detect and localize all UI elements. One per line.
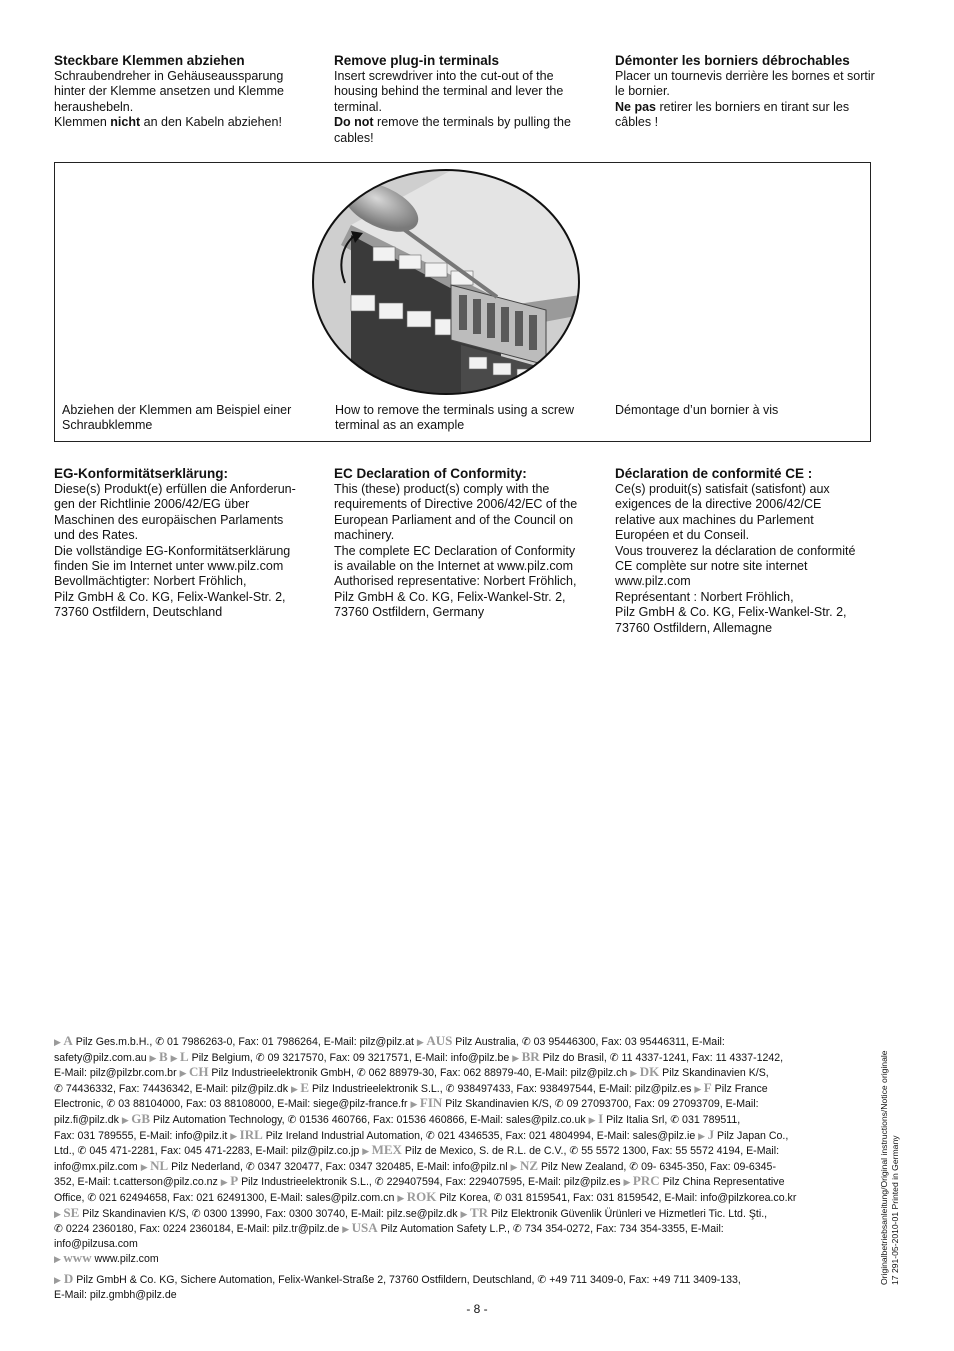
- text-line: Authorised representative: Norbert Fröhlich,: [334, 574, 577, 589]
- contact-text: info@mx.pilz.com: [54, 1160, 141, 1173]
- hq-email: E-Mail: pilz.gmbh@pilz.de: [54, 1288, 177, 1301]
- contact-text: Pilz Australia, ✆ 03 95446300, Fax: 03 95446311, E-Mail:: [452, 1036, 725, 1048]
- remove-terminals-fr: [615, 53, 877, 131]
- text-line: und des Rates.: [54, 528, 139, 543]
- country-code: GB: [131, 1110, 151, 1126]
- contact-text: Fax: 031 789555, E-Mail: info@pilz.it: [54, 1129, 231, 1142]
- text-line: Représentant : Norbert Fröhlich,: [615, 589, 794, 604]
- text-line: Die vollständige EG-Konformitätserklärung: [54, 543, 291, 558]
- contact-line: [54, 1159, 870, 1175]
- contact-text: Pilz China Representative: [659, 1176, 785, 1189]
- contact-text: Pilz Industrieelektronik S.L., ✆ 938497433, Fax: 938497544, E-Mail: pilz@pilz.es: [309, 1082, 695, 1095]
- triangle-icon: ▶: [510, 1161, 520, 1172]
- text-line: This (these) product(s) comply with the: [334, 482, 550, 496]
- contact-list: [54, 1034, 870, 1267]
- contact-text: Pilz Elektronik Güvenlik Ürünleri ve Hizmetleri Tic. Ltd. Şti.,: [488, 1207, 768, 1220]
- contact-text: Pilz Ireland Industrial Automation, ✆ 021 4346535, Fax: 021 4804994, E-Mail: sales@pilz.ie: [262, 1129, 699, 1142]
- text-line: requirements of Directive 2006/42/EC of the: [334, 497, 578, 512]
- triangle-icon: ▶: [54, 1208, 64, 1219]
- figure-box: [54, 162, 871, 442]
- text-line: Pilz GmbH & Co. KG, Felix-Wankel-Str. 2,: [54, 589, 286, 604]
- contact-line: [54, 1143, 870, 1159]
- contact-text: Pilz France: [711, 1082, 768, 1095]
- triangle-icon: ▶: [416, 1037, 427, 1047]
- contact-text: Pilz Japan Co.,: [714, 1129, 789, 1142]
- page-number: - 8 -: [466, 1302, 488, 1316]
- contact-line: [54, 1221, 870, 1237]
- triangle-icon: ▶: [170, 1052, 181, 1063]
- contact-text: Pilz Automation Safety L.P., ✆ 734 354-0272, Fax: 734 354-3355, E-Mail:: [377, 1223, 724, 1236]
- contact-text: Pilz Automation Technology, ✆ 01536 460766, Fax: 01536 460866, E-Mail: sales@pilz.co.uk: [150, 1113, 589, 1126]
- text-de-2: Klemmen nicht an den Kabeln abziehen!: [54, 115, 282, 130]
- triangle-icon: ▶: [694, 1083, 704, 1094]
- triangle-icon: ▶: [630, 1068, 640, 1079]
- contact-footer: [54, 1034, 870, 1302]
- declaration-heading-de: EG-Konformitätserklärung:: [54, 466, 229, 481]
- contact-line: [54, 1206, 870, 1222]
- country-code: TR: [469, 1204, 489, 1220]
- side-print-info: [879, 1005, 901, 1285]
- triangle-icon: ▶: [623, 1177, 633, 1188]
- text-line: European Parliament and of the Council on: [334, 512, 574, 527]
- contact-line: [54, 1112, 870, 1128]
- contact-text: info@pilzusa.com: [54, 1237, 138, 1250]
- hq-text: Pilz GmbH & Co. KG, Sichere Automation, Felix-Wankel-Straße 2, 73760 Ostfildern, Deutschland, ✆ +49 711 3409-0, Fax: +49 711 3409-133,: [73, 1273, 741, 1286]
- contact-line: [54, 1034, 870, 1050]
- triangle-icon: ▶: [410, 1099, 420, 1110]
- contact-text: Pilz Skandinavien K/S,: [659, 1067, 769, 1080]
- triangle-icon: ▶: [362, 1146, 372, 1157]
- triangle-icon: ▶: [140, 1161, 151, 1172]
- figure-caption-de: Abziehen der Klemmen am Beispiel einer Schraubklemme: [62, 403, 292, 433]
- contact-text: Pilz Industrieelektronik GmbH, ✆ 062 88979-30, Fax: 062 88979-40, E-Mail: pilz@pilz.ch: [208, 1067, 631, 1080]
- country-code: J: [707, 1126, 715, 1142]
- text-line: gen der Richtlinie 2006/42/EG über: [54, 497, 250, 512]
- contact-line: [54, 1096, 870, 1112]
- triangle-icon: ▶: [512, 1052, 522, 1063]
- text-line: machinery.: [334, 528, 395, 543]
- triangle-icon: ▶: [220, 1177, 231, 1188]
- country-code: NZ: [519, 1157, 539, 1173]
- figure-caption-en: How to remove the terminals using a screw terminal as an example: [335, 403, 574, 433]
- text-line: is available on the Internet at www.pilz.com: [334, 559, 574, 574]
- country-code: E: [300, 1079, 310, 1095]
- triangle-icon: ▶: [121, 1114, 132, 1125]
- headquarters-line: [54, 1272, 870, 1288]
- text-line: Pilz GmbH & Co. KG, Felix-Wankel-Str. 2,: [615, 605, 847, 620]
- contact-text: Pilz New Zealand, ✆ 09- 6345-350, Fax: 09-6345-: [538, 1160, 776, 1173]
- text-en-2: Do not remove the terminals by pulling the cables!: [334, 115, 571, 145]
- contact-line: [54, 1128, 870, 1144]
- contact-text: www.pilz.com: [91, 1253, 159, 1266]
- country-code: D: [63, 1270, 74, 1286]
- declaration-heading-fr: Déclaration de conformité CE :: [615, 466, 813, 481]
- country-code: P: [230, 1173, 239, 1189]
- country-code: I: [598, 1110, 604, 1126]
- contact-line: [54, 1174, 870, 1190]
- country-code: AUS: [426, 1033, 453, 1048]
- text-line: Maschinen des europäischen Parlaments: [54, 512, 284, 527]
- remove-terminals-de: [54, 53, 316, 131]
- contact-line: [54, 1251, 870, 1267]
- country-code: DK: [639, 1064, 660, 1080]
- text-line: exigences de la directive 2006/42/CE: [615, 497, 822, 512]
- declaration-de: [54, 466, 316, 621]
- heading-en: Remove plug-in terminals: [334, 53, 500, 68]
- country-code: CH: [188, 1064, 209, 1080]
- contact-line: [54, 1190, 870, 1206]
- remove-terminals-en: [334, 53, 596, 146]
- triangle-icon: ▶: [698, 1130, 708, 1141]
- contact-line: [54, 1237, 870, 1252]
- contact-text: 352, E-Mail: t.catterson@pilz.co.nz: [54, 1176, 221, 1189]
- declaration-body-de: [54, 482, 316, 621]
- figure-caption-fr: Démontage d’un bornier à vis: [615, 403, 779, 417]
- country-code: L: [180, 1048, 189, 1064]
- country-code: F: [703, 1079, 712, 1095]
- triangle-icon: ▶: [230, 1130, 240, 1141]
- declaration-body-en: [334, 482, 596, 621]
- text-line: Bevollmächtigter: Norbert Fröhlich,: [54, 574, 247, 589]
- text-fr-2: Ne pas retirer les borniers en tirant sur les câbles !: [615, 99, 850, 130]
- triangle-icon: ▶: [290, 1083, 301, 1094]
- contact-text: Pilz Skandinavien K/S, ✆ 0300 13990, Fax: 0300 30740, E-Mail: pilz.se@pilz.dk: [79, 1207, 461, 1220]
- contact-text: Pilz Skandinavien K/S, ✆ 09 27093700, Fax: 09 27093709, E-Mail:: [442, 1098, 759, 1111]
- contact-text: Pilz Nederland, ✆ 0347 320477, Fax: 0347 320485, E-Mail: info@pilz.nl: [168, 1160, 511, 1173]
- heading-de: Steckbare Klemmen abziehen: [54, 53, 245, 68]
- contact-line: [54, 1081, 870, 1097]
- country-code: MEX: [371, 1142, 402, 1158]
- contact-text: pilz.fi@pilz.dk: [54, 1113, 122, 1126]
- contact-text: Pilz Italia Srl, ✆ 031 789511,: [603, 1113, 741, 1126]
- country-code: USA: [351, 1220, 378, 1236]
- contact-text: Ltd., ✆ 045 471-2281, Fax: 045 471-2283, E-Mail: pilz@pilz.co.jp: [54, 1145, 363, 1158]
- country-code: B: [158, 1048, 168, 1064]
- text-line: www.pilz.com: [615, 574, 691, 589]
- triangle-icon: ▶: [460, 1208, 470, 1219]
- triangle-icon: ▶: [54, 1254, 64, 1265]
- declaration-body-fr: [615, 482, 877, 636]
- triangle-icon: ▶: [54, 1037, 64, 1047]
- text-line: relative aux machines du Parlement: [615, 512, 814, 527]
- heading-fr: Démonter les borniers débrochables: [615, 53, 850, 68]
- text-line: The complete EC Declaration of Conformity: [334, 543, 576, 558]
- declaration-en: [334, 466, 596, 621]
- text-line: Vous trouverez la déclaration de conformité: [615, 543, 856, 558]
- triangle-icon: ▶: [54, 1274, 61, 1285]
- text-line: Européen et du Conseil.: [615, 528, 750, 543]
- country-code: PRC: [632, 1173, 660, 1189]
- text-de-1: Schraubendreher in Gehäuseaussparung hinter der Klemme ansetzen und Klemme heraushebeln.: [54, 69, 284, 114]
- declaration-heading-en: EC Declaration of Conformity:: [334, 466, 527, 481]
- country-code: www: [63, 1250, 92, 1266]
- contact-text: Pilz Korea, ✆ 031 8159541, Fax: 031 8159542, E-Mail: info@pilzkorea.co.kr: [436, 1191, 797, 1204]
- contact-text: Pilz Belgium, ✆ 09 3217570, Fax: 09 3217571, E-Mail: info@pilz.be: [188, 1051, 513, 1064]
- contact-text: safety@pilz.com.au: [54, 1051, 150, 1064]
- contact-line: [54, 1065, 870, 1081]
- text-line: Pilz GmbH & Co. KG, Felix-Wankel-Str. 2,: [334, 589, 566, 604]
- country-code: A: [63, 1033, 73, 1048]
- country-code: IRL: [239, 1126, 263, 1142]
- text-en-1: Insert screwdriver into the cut-out of the housing behind the terminal and lever the terminal.: [334, 69, 564, 114]
- triangle-icon: ▶: [342, 1224, 352, 1235]
- country-code: BR: [521, 1048, 540, 1064]
- text-line: finden Sie im Internet unter www.pilz.com: [54, 559, 284, 574]
- contact-text: Electronic, ✆ 03 88104000, Fax: 03 88108000, E-Mail: siege@pilz-france.fr: [54, 1098, 411, 1111]
- text-line: 73760 Ostfildern, Allemagne: [615, 620, 773, 635]
- terminal-removal-illustration: [311, 165, 581, 395]
- contact-text: Pilz Ges.m.b.H., ✆ 01 7986263-0, Fax: 01 7986264, E-Mail: pilz@pilz.at: [72, 1036, 417, 1048]
- triangle-icon: ▶: [588, 1114, 599, 1125]
- contact-text: Office, ✆ 021 62494658, Fax: 021 62491300, E-Mail: sales@pilz.com.cn: [54, 1191, 398, 1204]
- contact-text: Pilz do Brasil, ✆ 11 4337-1241, Fax: 11 4337-1242,: [539, 1051, 784, 1064]
- text-line: Diese(s) Produkt(e) erfüllen die Anforderun-: [54, 482, 296, 496]
- country-code: FIN: [419, 1095, 443, 1111]
- triangle-icon: ▶: [149, 1052, 159, 1063]
- contact-line: [54, 1050, 870, 1066]
- contact-text: ✆ 74436332, Fax: 74436342, E-Mail: pilz@pilz.dk: [54, 1082, 291, 1095]
- country-code: NL: [150, 1157, 169, 1173]
- contact-text: Pilz de Mexico, S. de R.L. de C.V., ✆ 55 5572 1300, Fax: 55 5572 4194, E-Mail:: [401, 1145, 780, 1158]
- text-line: Ce(s) produit(s) satisfait (satisfont) aux: [615, 482, 830, 496]
- contact-text: Pilz Industrieelektronik S.L., ✆ 229407594, Fax: 229407595, E-Mail: pilz@pilz.es: [238, 1176, 624, 1189]
- contact-text: ✆ 0224 2360180, Fax: 0224 2360184, E-Mail: pilz.tr@pilz.de: [54, 1223, 343, 1236]
- triangle-icon: ▶: [397, 1192, 407, 1203]
- text-line: 73760 Ostfildern, Germany: [334, 605, 485, 620]
- triangle-icon: ▶: [179, 1068, 189, 1079]
- declaration-fr: [615, 466, 877, 636]
- country-code: SE: [63, 1204, 80, 1220]
- side-line-2: 17 291-05-2010-01 Printed in Germany: [890, 1135, 900, 1285]
- text-fr-1: Placer un tournevis derrière les bornes et sortir le bornier.: [615, 69, 875, 99]
- country-code: ROK: [406, 1188, 437, 1204]
- text-line: CE complète sur notre site internet: [615, 559, 808, 574]
- contact-text: E-Mail: pilz@pilzbr.com.br: [54, 1067, 180, 1080]
- side-line-1: Originalbetriebsanleitung/Original instructions/Notice originale: [879, 1050, 889, 1285]
- text-line: 73760 Ostfildern, Deutschland: [54, 605, 223, 620]
